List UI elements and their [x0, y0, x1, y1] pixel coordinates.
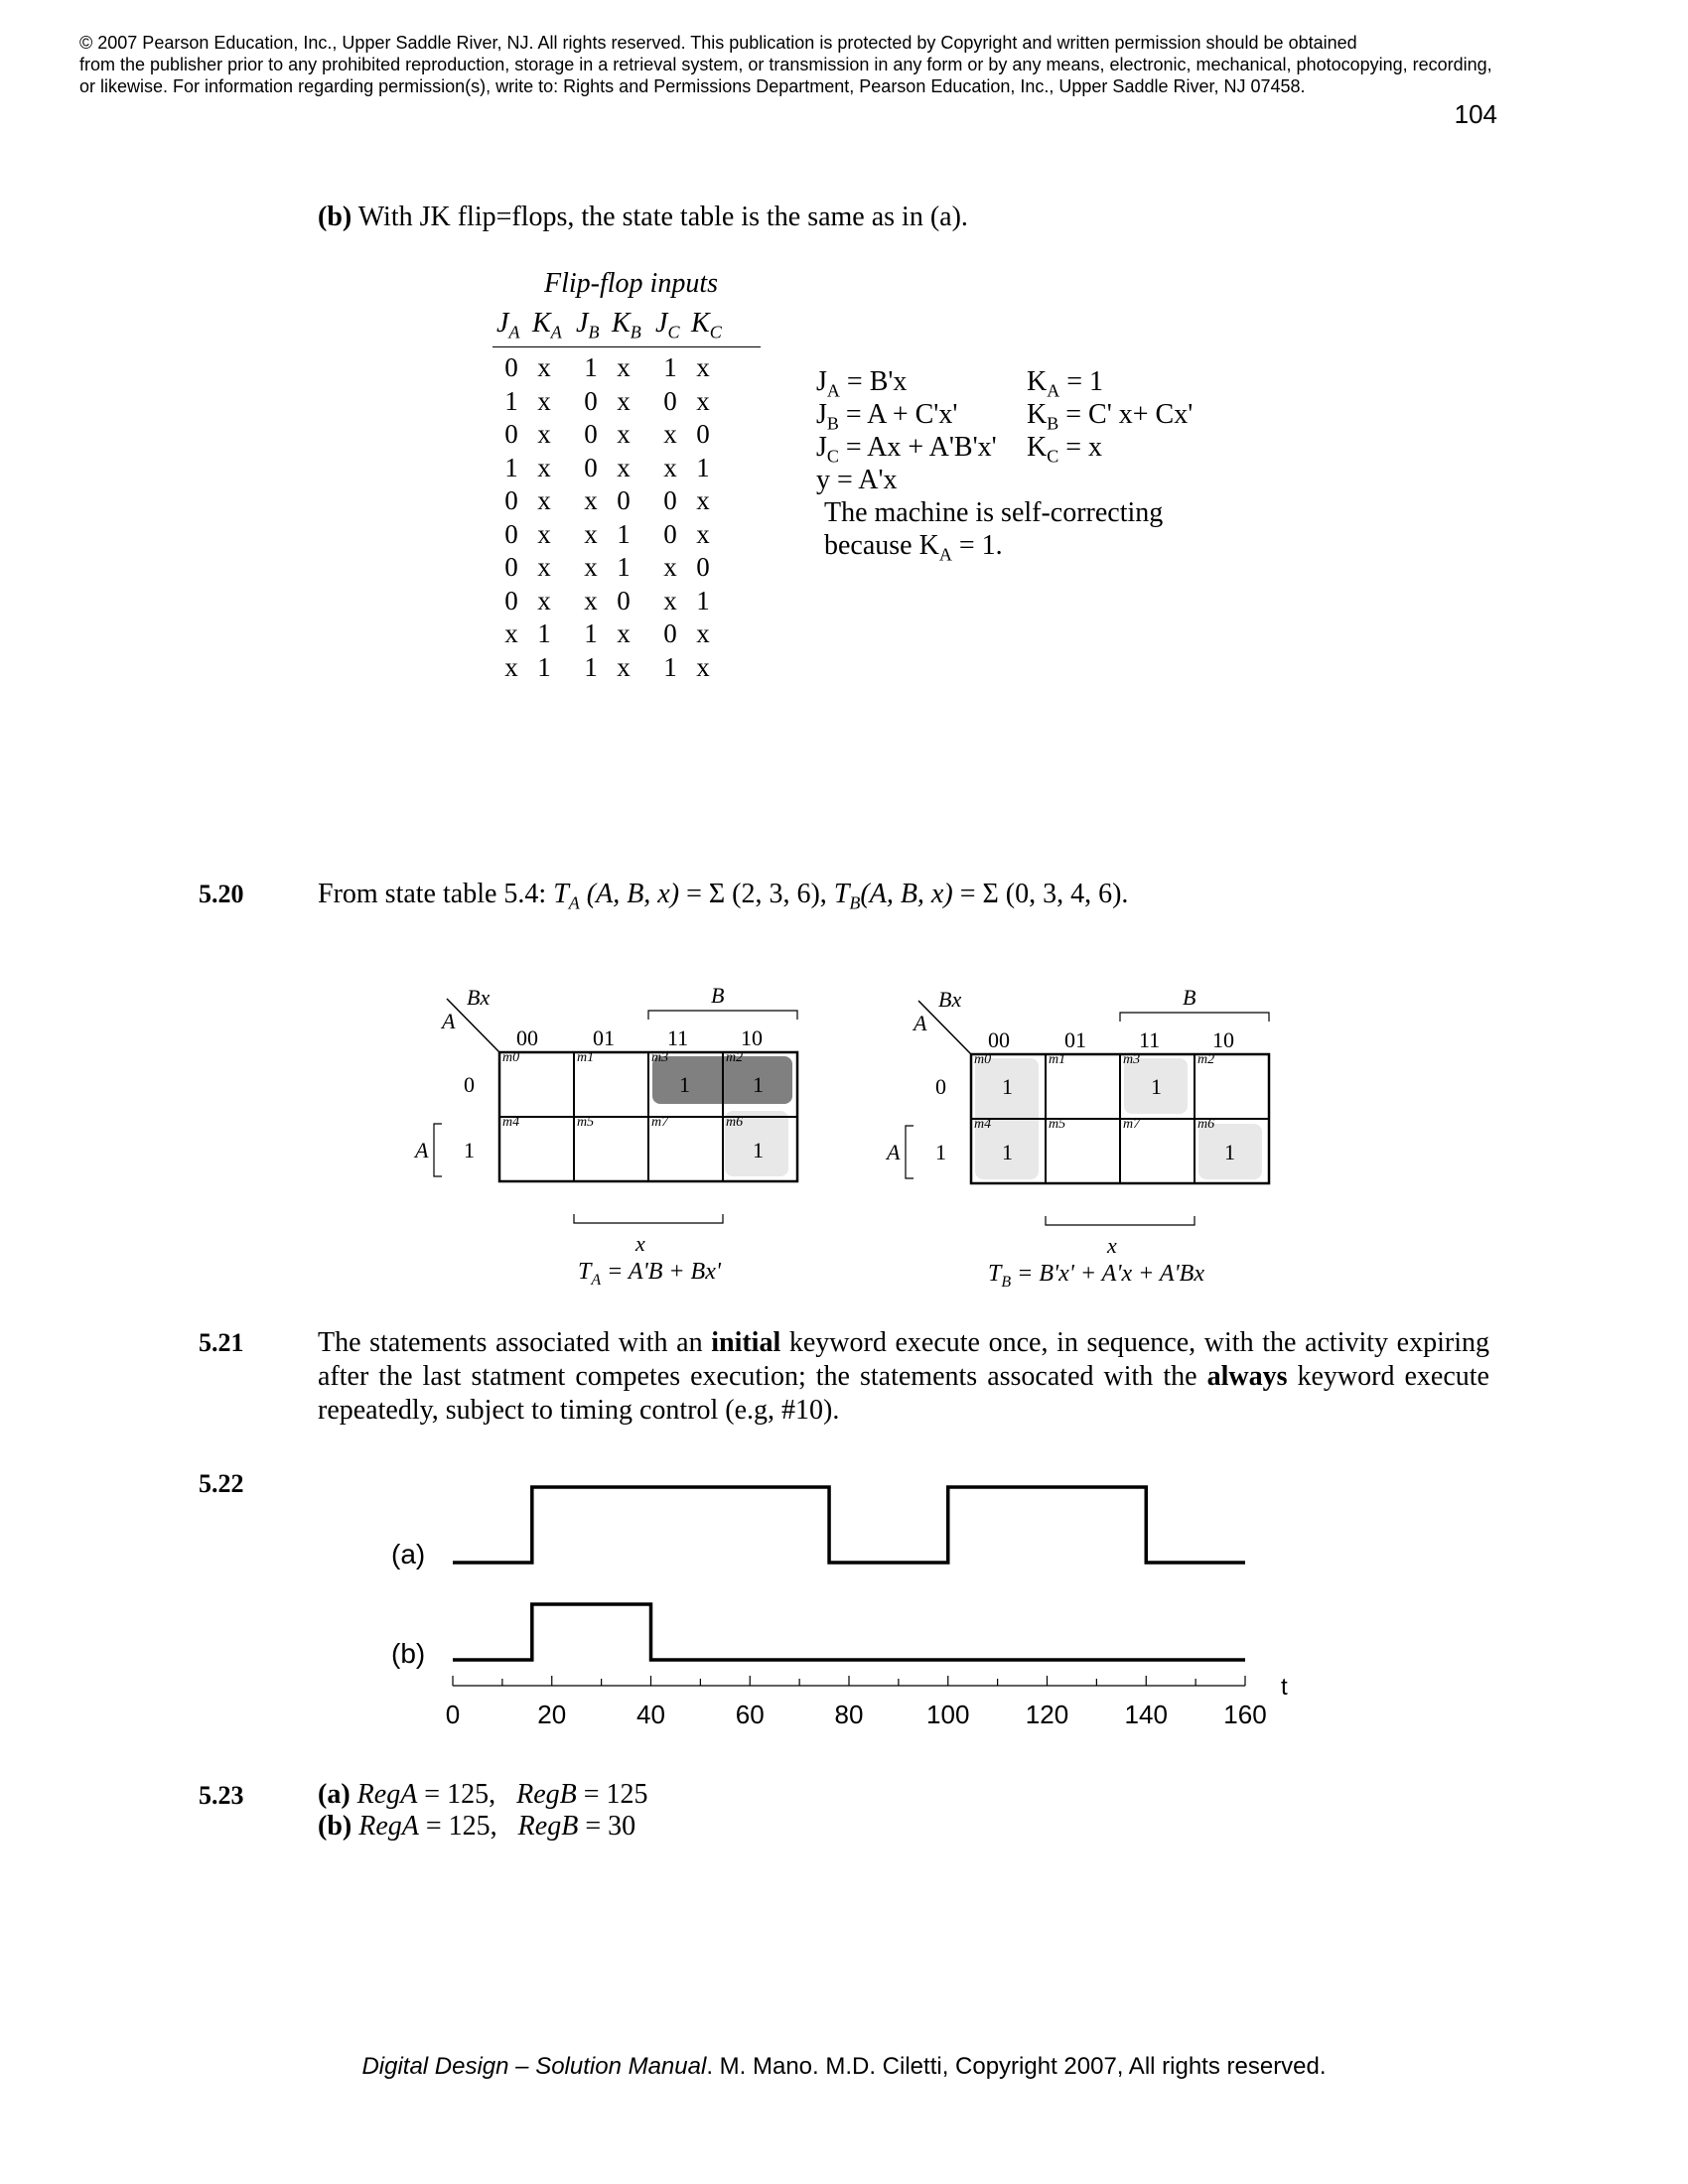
flip-flop-table-title: Flip-flop inputs [544, 268, 718, 299]
flip-flop-cell: 1 [696, 585, 710, 615]
kmap-ta-minterm-m6: m6 [726, 1115, 744, 1130]
time-tick-label: 160 [1223, 1700, 1267, 1729]
flip-flop-cell: x [663, 419, 677, 449]
time-tick-label: 0 [445, 1700, 461, 1729]
equation-kc: $K_C = x$ [1027, 432, 1103, 467]
flip-flop-cell: 0 [663, 385, 677, 416]
flip-flop-cell: x [584, 485, 598, 515]
kmap-ta-cell-m6: 1 [753, 1138, 764, 1162]
flip-flop-cell: 0 [504, 485, 518, 515]
flip-flop-cell: x [696, 352, 710, 382]
register-values-b: (b) RegA = 125, RegB = 30 [318, 1811, 636, 1842]
flip-flop-cell: 1 [663, 651, 677, 682]
kmap-tb-x-bracket [1046, 1216, 1195, 1225]
flip-flop-row [496, 351, 721, 385]
flip-flop-cell: 1 [617, 552, 631, 582]
kmap-ta-minterm-m7: m7 [651, 1115, 669, 1130]
flip-flop-cell: x [537, 518, 551, 549]
kmap-ta-minterm-m3: m3 [651, 1050, 669, 1065]
flip-flop-table-body [496, 351, 721, 684]
kmap-ta-b-bracket [648, 1011, 797, 1020]
register-values-a: (a) RegA = 125, RegB = 125 [318, 1779, 648, 1810]
kmap-tb [869, 975, 1306, 1302]
kmap-tb-b-bracket [1120, 1013, 1269, 1022]
flip-flop-col-ka: $K_A$ [532, 308, 562, 342]
flip-flop-cell: x [696, 485, 710, 515]
kmap-ta-minterm-m4: m4 [502, 1115, 520, 1130]
part-b-label: (b) [318, 202, 352, 232]
equation-jb: $J_B = A + C'x'$ [816, 399, 958, 434]
copyright-line-1: © 2007 Pearson Education, Inc., Upper Saddle River, NJ. All rights reserved. This publication is protected by Copyright and written permission should be obtained [79, 33, 1357, 53]
flip-flop-cell: x [617, 452, 631, 482]
flip-flop-cell: x [584, 518, 598, 549]
kmap-ta-minterm-m5: m5 [577, 1115, 595, 1130]
flip-flop-cell: x [537, 485, 551, 515]
flip-flop-cell: 0 [663, 485, 677, 515]
flip-flop-cell: x [537, 352, 551, 382]
flip-flop-cell: 0 [584, 419, 598, 449]
flip-flop-table-header [496, 308, 735, 343]
kmap-tb-minterm-m1: m1 [1049, 1052, 1066, 1067]
kmap-tb-row-1: 1 [935, 1140, 946, 1164]
flip-flop-cell: 0 [663, 518, 677, 549]
equation-y: y = A'x [816, 465, 898, 495]
flip-flop-row [496, 452, 721, 485]
time-tick-label: 100 [926, 1700, 970, 1729]
kmap-ta-b-label: B [711, 983, 725, 1008]
kmap-ta-x-bracket [574, 1214, 723, 1223]
kmap-ta-minterm-m1: m1 [577, 1050, 595, 1065]
kmap-tb-b-label: B [1183, 985, 1196, 1010]
kmap-tb-row-0: 0 [935, 1074, 946, 1099]
flip-flop-row [496, 418, 721, 452]
initial-always-explanation: The statements associated with an initial keyword execute once, in sequence, with the activity expiring after the last statment competes execution; the statements assocated with the always keyword execute repeatedly, subject to timing control (e.g, #10). [318, 1327, 1489, 1426]
flip-flop-cell: x [617, 618, 631, 648]
kmap-tb-col-11: 11 [1139, 1027, 1161, 1052]
timing-diagram [0, 1469, 1688, 1747]
kmap-ta-a-label: A [415, 1138, 429, 1162]
kmap-ta-row-0: 0 [464, 1072, 475, 1097]
time-axis [453, 1676, 1245, 1686]
flip-flop-cell: x [537, 552, 551, 582]
time-axis-label: t [1281, 1674, 1288, 1701]
flip-flop-cell: x [537, 385, 551, 416]
flip-flop-cell: 1 [537, 618, 551, 648]
kmap-ta-minterm-m0: m0 [502, 1050, 520, 1065]
flip-flop-cell: x [663, 585, 677, 615]
equation-ja: $J_A = B'x$ [816, 366, 908, 401]
kmap-tb-col-01: 01 [1064, 1027, 1086, 1052]
flip-flop-cell: x [696, 385, 710, 416]
kmap-tb-minterm-m4: m4 [974, 1117, 992, 1132]
time-tick-label: 120 [1025, 1700, 1069, 1729]
flip-flop-cell: 0 [696, 419, 710, 449]
flip-flop-cell: 1 [584, 651, 598, 682]
section-number-5-23: 5.23 [199, 1781, 244, 1810]
time-tick-label: 80 [834, 1700, 864, 1729]
flip-flop-cell: 0 [663, 618, 677, 648]
flip-flop-cell: 0 [617, 485, 631, 515]
flip-flop-cell: 1 [663, 352, 677, 382]
flip-flop-cell: x [663, 452, 677, 482]
kmap-tb-drawing [869, 975, 1306, 1302]
kmap-ta-corner-bx: Bx [467, 985, 491, 1010]
page-number: 104 [1454, 99, 1497, 129]
flip-flop-row [496, 617, 721, 651]
self-correcting-note-1: The machine is self-correcting [824, 497, 1164, 528]
flip-flop-cell: x [696, 518, 710, 549]
flip-flop-cell: 0 [617, 585, 631, 615]
part-b-intro [318, 201, 968, 234]
flip-flop-cell: 1 [584, 618, 598, 648]
kmap-ta-col-00: 00 [516, 1025, 538, 1050]
flip-flop-col-ja: $J_A$ [496, 308, 520, 342]
flip-flop-row [496, 385, 721, 419]
kmap-ta-col-01: 01 [593, 1025, 615, 1050]
page-footer: Digital Design – Solution Manual. M. Mano. M.D. Ciletti, Copyright 2007, All rights reserved. [361, 2053, 1327, 2080]
kmap-ta-row-1: 1 [464, 1138, 475, 1162]
flip-flop-table-rule [492, 346, 761, 347]
kmap-tb-minterm-m5: m5 [1049, 1117, 1066, 1132]
state-table-sum-of-minterms: From state table 5.4: $T_A$ (A, B, x) = Σ (2, 3, 6), $T_B(A$, B, x) = Σ (0, 3, 4, 6). [318, 879, 1129, 913]
waveform-b-label: (b) [391, 1638, 426, 1669]
flip-flop-cell: 0 [584, 452, 598, 482]
flip-flop-cell: 1 [696, 452, 710, 482]
flip-flop-cell: 0 [584, 385, 598, 416]
flip-flop-row [496, 484, 721, 518]
flip-flop-cell: x [663, 552, 677, 582]
flip-flop-row [496, 585, 721, 618]
flip-flop-col-jb: $J_B$ [576, 308, 600, 342]
section-number-5-22: 5.22 [199, 1469, 244, 1498]
part-b-text: With JK flip=flops, the state table is the same as in (a). [357, 202, 968, 232]
self-correcting-note-2: because $K_A = 1$. [824, 530, 1003, 565]
kmap-ta-col-11: 11 [667, 1025, 689, 1050]
time-tick-label: 60 [735, 1700, 765, 1729]
flip-flop-col-kc: $K_C$ [691, 308, 722, 342]
kmap-tb-col-00: 00 [988, 1027, 1010, 1052]
kmap-tb-corner-a: A [914, 1011, 927, 1035]
flip-flop-cell: 1 [504, 452, 518, 482]
copyright-line-3: or likewise. For information regarding permission(s), write to: Rights and Permissions Department, Pearson Education, Inc., Upper Saddle River, NJ 07458. [79, 76, 1306, 96]
kmap-tb-cell-m3: 1 [1151, 1074, 1162, 1099]
equation-kb: $K_B = C'$ x+ Cx' [1027, 399, 1194, 434]
flip-flop-cell: 1 [617, 518, 631, 549]
flip-flop-cell: x [617, 651, 631, 682]
copyright-line-2: from the publisher prior to any prohibited reproduction, storage in a retrieval system, or transmission in any form or by any means, electronic, mechanical, photocopying, recording, [79, 55, 1492, 74]
waveform-b [453, 1604, 1245, 1660]
kmap-ta-cell-m3: 1 [679, 1072, 690, 1097]
waveform-a [453, 1487, 1245, 1563]
flip-flop-cell: 0 [504, 518, 518, 549]
section-number-5-21: 5.21 [199, 1328, 244, 1357]
kmap-tb-a-label: A [887, 1140, 901, 1164]
kmap-ta-cell-m2: 1 [753, 1072, 764, 1097]
flip-flop-cell: 1 [584, 352, 598, 382]
kmap-tb-minterm-m2: m2 [1197, 1052, 1215, 1067]
equation-jc: $J_C = Ax + A'B'x'$ [816, 432, 997, 467]
flip-flop-cell: 0 [696, 552, 710, 582]
kmap-ta-result: $T_A = A'B + Bx'$ [578, 1259, 721, 1289]
flip-flop-cell: x [504, 618, 518, 648]
waveform-a-label: (a) [391, 1539, 426, 1570]
flip-flop-col-jc: $J_C$ [655, 308, 680, 342]
flip-flop-row [496, 551, 721, 585]
time-tick-label: 40 [636, 1700, 665, 1729]
kmap-tb-cell-m0: 1 [1002, 1074, 1013, 1099]
kmap-ta-x-label: x [635, 1231, 645, 1256]
flip-flop-cell: x [617, 352, 631, 382]
kmap-tb-a-bracket [906, 1126, 914, 1178]
flip-flop-cell: x [504, 651, 518, 682]
kmap-ta-a-bracket [434, 1124, 442, 1176]
flip-flop-cell: 0 [504, 352, 518, 382]
kmap-tb-minterm-m0: m0 [974, 1052, 992, 1067]
flip-flop-cell: x [696, 618, 710, 648]
flip-flop-cell: x [537, 452, 551, 482]
kmap-tb-minterm-m3: m3 [1123, 1052, 1141, 1067]
time-tick-label: 140 [1124, 1700, 1168, 1729]
kmap-tb-minterm-m6: m6 [1197, 1117, 1215, 1132]
kmap-tb-corner-bx: Bx [938, 987, 962, 1012]
kmap-ta-minterm-m2: m2 [726, 1050, 744, 1065]
flip-flop-col-kb: $K_B$ [612, 308, 641, 342]
kmap-ta-corner-a: A [442, 1009, 456, 1033]
kmap-ta-col-10: 10 [741, 1025, 763, 1050]
flip-flop-cell: x [617, 419, 631, 449]
kmap-ta-drawing [397, 973, 834, 1300]
kmap-tb-cell-m6: 1 [1224, 1140, 1235, 1164]
flip-flop-cell: x [617, 385, 631, 416]
flip-flop-cell: 0 [504, 419, 518, 449]
flip-flop-cell: 1 [537, 651, 551, 682]
flip-flop-cell: 0 [504, 552, 518, 582]
kmap-tb-result: $T_B = B'x' + A'x + A'Bx$ [988, 1261, 1204, 1291]
flip-flop-cell: x [696, 651, 710, 682]
kmap-tb-x-label: x [1107, 1233, 1117, 1258]
flip-flop-row [496, 651, 721, 685]
kmap-tb-col-10: 10 [1212, 1027, 1234, 1052]
flip-flop-cell: x [537, 585, 551, 615]
kmap-tb-minterm-m7: m7 [1123, 1117, 1141, 1132]
flip-flop-cell: x [584, 552, 598, 582]
kmap-tb-cell-m4: 1 [1002, 1140, 1013, 1164]
flip-flop-cell: 0 [504, 585, 518, 615]
kmap-ta [397, 973, 834, 1300]
flip-flop-row [496, 518, 721, 552]
equation-ka: $K_A = 1$ [1027, 366, 1104, 401]
flip-flop-cell: 1 [504, 385, 518, 416]
time-tick-label: 20 [537, 1700, 567, 1729]
section-number-5-20: 5.20 [199, 880, 244, 908]
flip-flop-cell: x [584, 585, 598, 615]
copyright-notice [79, 32, 1628, 97]
flip-flop-cell: x [537, 419, 551, 449]
